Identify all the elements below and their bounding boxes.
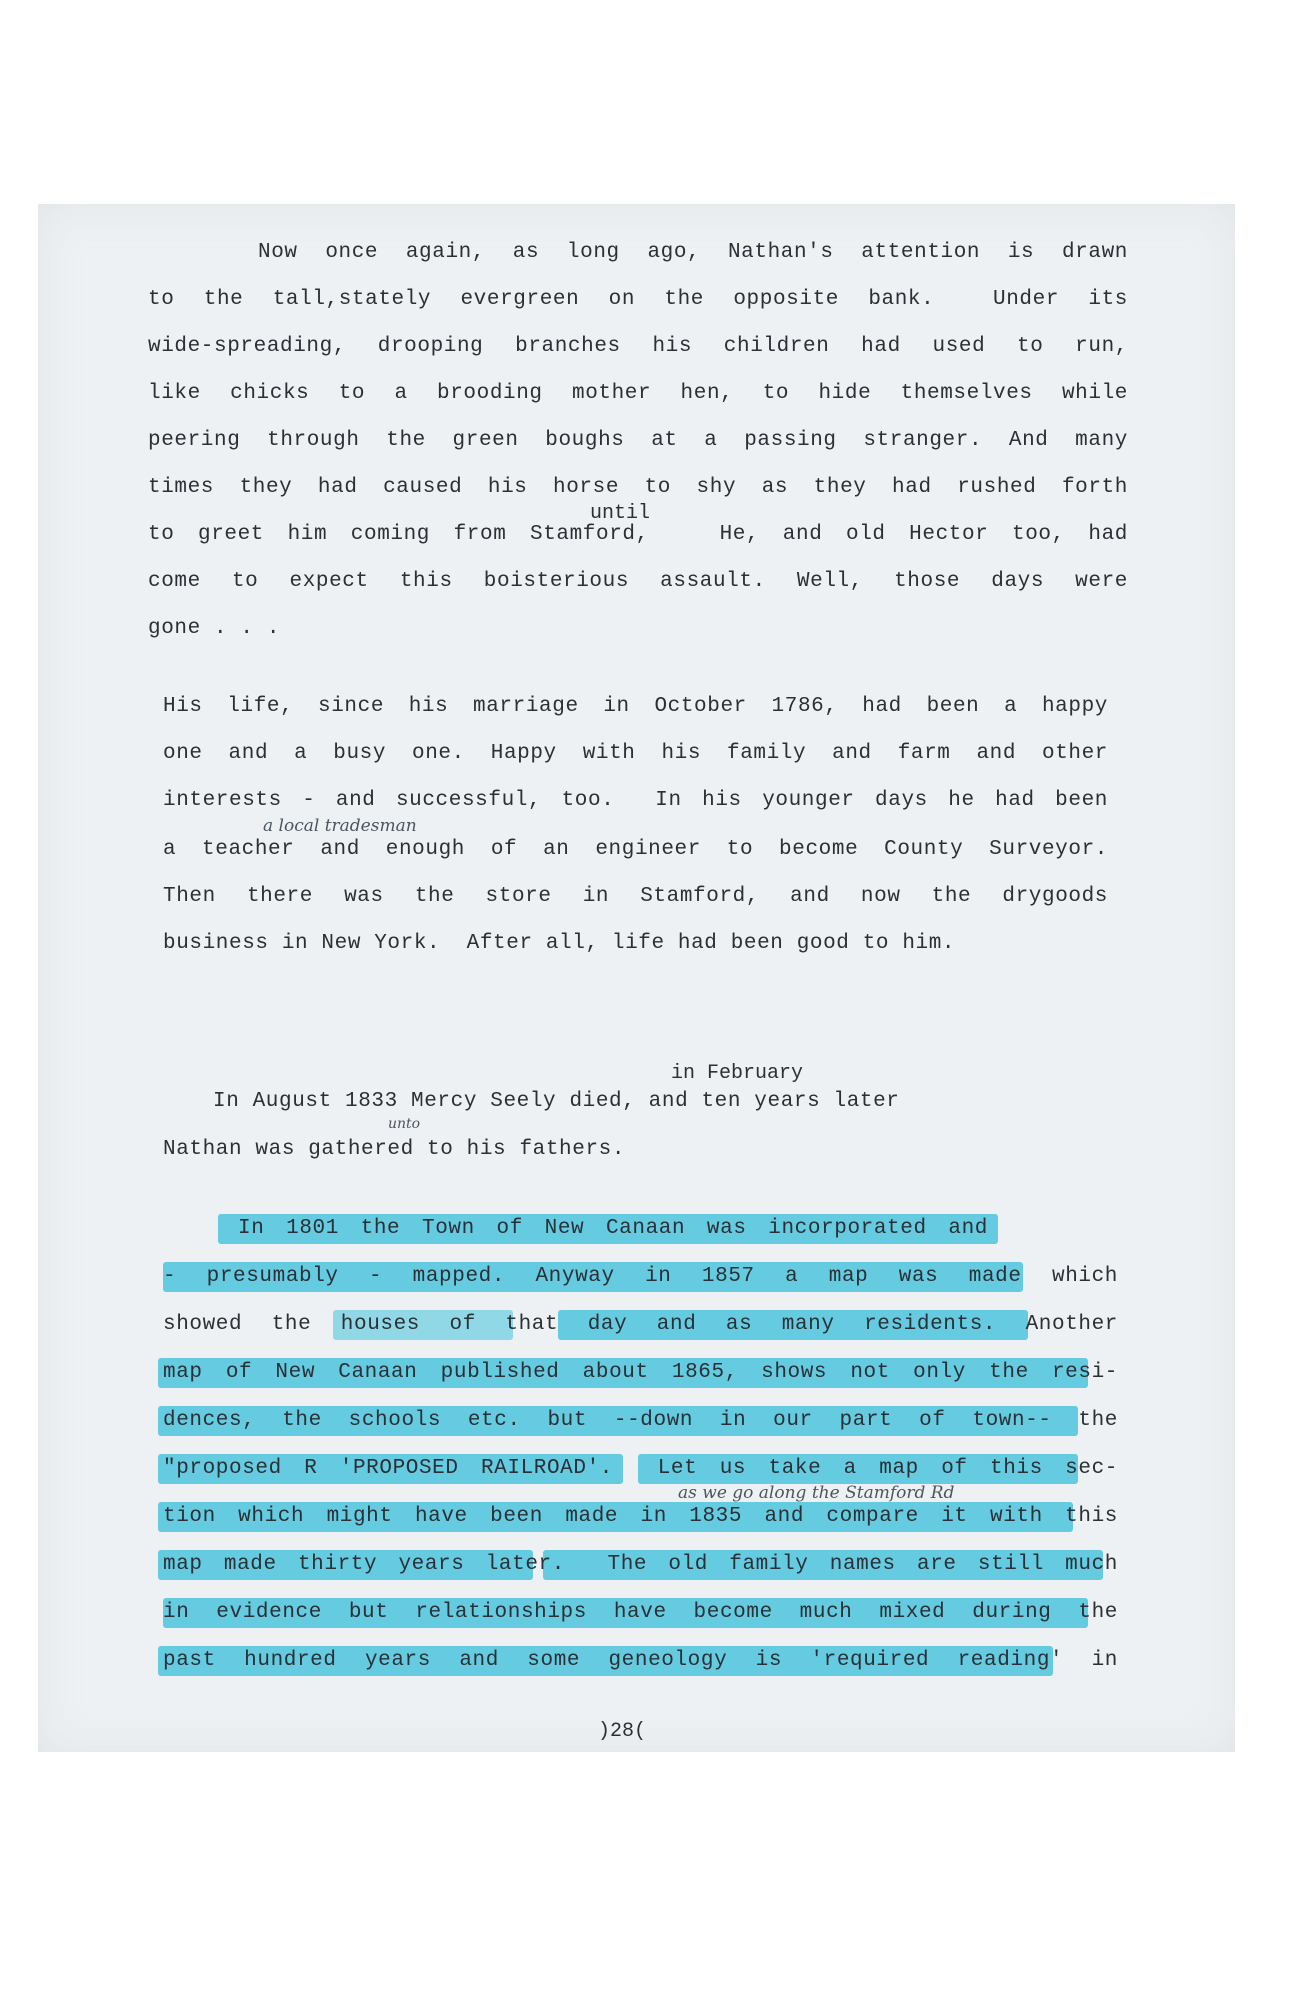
paragraph-line: business in New York. After all, life had been good to him. (163, 932, 956, 955)
paragraph-line: Nathan was gathered to his fathers. (163, 1138, 626, 1161)
paragraph-line: peering through the green boughs at a passing stranger. And many (148, 429, 1128, 452)
paragraph-line: Then there was the store in Stamford, and now the drygoods (163, 885, 1108, 908)
paragraph-line: His life, since his marriage in October 1786, had been a happy (163, 695, 1108, 718)
paragraph-line: dences, the schools etc. but --down in our part of town-- the (163, 1409, 1118, 1432)
paragraph-line: times they had caused his horse to shy as they had rushed forth (148, 476, 1128, 499)
paragraph-line: showed the houses of that day and as many residents. Another (163, 1313, 1118, 1336)
paragraph-line: to the tall,stately evergreen on the opposite bank. Under its (148, 288, 1128, 311)
paragraph-line: come to expect this boisterious assault. Well, those days were (148, 570, 1128, 593)
page-number: )28( (598, 1720, 647, 1743)
paragraph-line: interests - and successful, too. In his younger days he had been (163, 789, 1108, 812)
paragraph-line: map made thirty years later. The old family names are still much (163, 1553, 1118, 1576)
paragraph-line: In 1801 the Town of New Canaan was incorporated and (238, 1217, 988, 1240)
paragraph-line: one and a busy one. Happy with his family and farm and other (163, 742, 1108, 765)
paragraph-line: like chicks to a brooding mother hen, to hide themselves while (148, 382, 1128, 405)
paragraph-line: wide-spreading, drooping branches his children had used to run, (148, 335, 1128, 358)
document-page (38, 204, 1235, 1752)
paragraph-line: map of New Canaan published about 1865, shows not only the resi- (163, 1361, 1118, 1384)
handwritten-annotation: unto (388, 1116, 421, 1132)
paragraph-line: past hundred years and some geneology is 'required reading' in (163, 1649, 1118, 1672)
paragraph-line: - presumably - mapped. Anyway in 1857 a map was made which (163, 1265, 1118, 1288)
handwritten-annotation: a local tradesman (263, 816, 417, 836)
paragraph-line: In August 1833 Mercy Seely died, and ten years later (213, 1090, 900, 1113)
typed-insertion-february: in February (671, 1062, 804, 1085)
paragraph-line: in evidence but relationships have become much mixed during the (163, 1601, 1118, 1624)
paragraph-line: gone . . . (148, 617, 281, 640)
typed-insertion-until: until (590, 502, 651, 525)
paragraph-line: tion which might have been made in 1835 and compare it with this (163, 1505, 1118, 1528)
paragraph-line: to greet him coming from Stamford, He, and old Hector too, had (148, 523, 1128, 546)
paragraph-line: Now once again, as long ago, Nathan's attention is drawn (258, 241, 1128, 264)
paragraph-line: "proposed R 'PROPOSED RAILROAD'. Let us take a map of this sec- (163, 1457, 1118, 1480)
paragraph-line: a teacher and enough of an engineer to become County Surveyor. (163, 838, 1108, 861)
handwritten-annotation: as we go along the Stamford Rd (678, 1483, 955, 1503)
